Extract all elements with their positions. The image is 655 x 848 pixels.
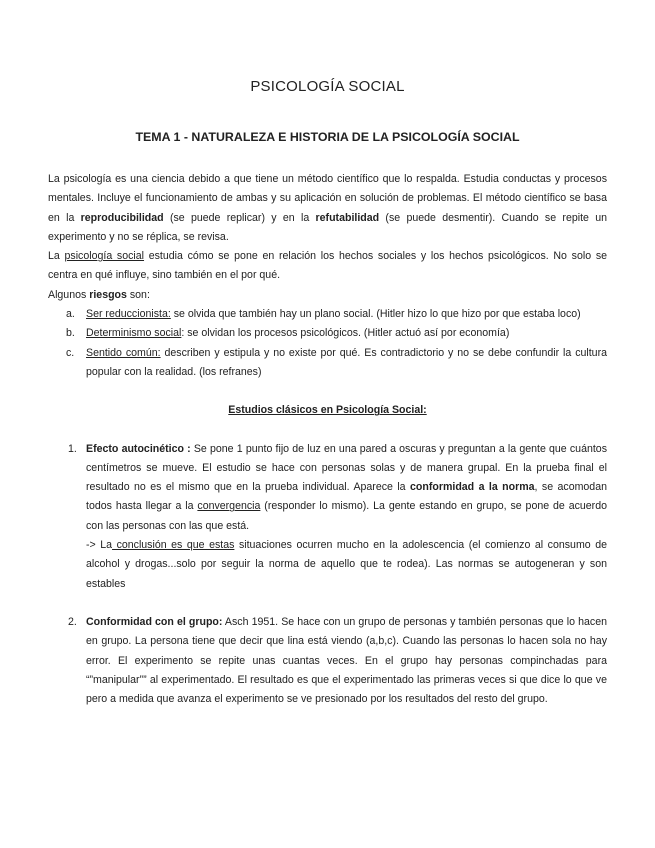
list-item	[48, 305, 607, 324]
list-item	[48, 440, 607, 594]
text-run: situaciones ocurren mucho en la adolescencia (el comienzo al consumo de alcohol y drogas...solo por seguir la norma de aquello que te rodea). Las normas se autogeneran y son estables	[86, 539, 607, 590]
text-run: estudia cómo se pone en relación los hechos sociales y los hechos psicológicos. No solo se centra en qué influye, sino también en el por qué.	[48, 250, 608, 282]
text-run: (se puede desmentir). Cuando se repite un experimento y no se réplica, se revisa.	[48, 211, 607, 243]
list-marker: 1.	[68, 442, 77, 455]
bold-term: reproducibilidad	[80, 211, 164, 224]
text-run: se olvida que también hay un plano social. (Hitler hizo lo que hizo por que estaba loco)	[170, 308, 581, 321]
list-item	[48, 613, 607, 709]
text-run: -> La	[86, 539, 113, 552]
underlined-term: Determinismo social	[86, 327, 182, 340]
text-run: Algunos	[48, 288, 90, 301]
bold-term: refutabilidad	[315, 211, 380, 224]
risks-list	[48, 305, 607, 382]
list-marker: b.	[66, 327, 75, 340]
text-run: describen y estipula y no existe por qué. Es contradictorio y no se debe confundir la cultura popular con la realidad. (los refranes)	[86, 346, 607, 378]
intro-paragraph-social	[48, 247, 607, 286]
studies-list	[48, 440, 607, 710]
intro-paragraph-method	[48, 170, 607, 247]
text-run: Asch 1951. Se hace con un grupo de personas y también personas que lo hacen en grupo. La persona tiene que decir que lina está viendo (a,b,c). Cuando las personas lo hacen sola no hay error. El experimento se repite unas cuantas veces. En el grupo hay personas compinchadas para “”manipular”” al experimentado. El resultado es que el experimentado las primeras veces si que dice lo que ve pero a medida que avanza el experimento se ve presionado por los resultados del resto del grupo.	[86, 615, 607, 706]
list-marker: 2.	[68, 615, 77, 628]
text-run: : se olvidan los procesos psicológicos. (Hitler actuó así por economía)	[181, 327, 510, 340]
underlined-term: convergencia	[197, 500, 261, 513]
underlined-term: conclusión es que estas	[112, 539, 235, 552]
list-item	[48, 324, 607, 343]
bold-term: Conformidad con el grupo:	[86, 615, 223, 628]
underlined-term: Sentido común:	[86, 346, 161, 359]
list-item	[48, 344, 607, 383]
document-body	[48, 170, 607, 728]
bold-term: riesgos	[89, 288, 127, 301]
text-run: (se puede replicar) y en la	[163, 211, 316, 224]
text-run: La	[48, 250, 65, 263]
document-title: PSICOLOGÍA SOCIAL	[250, 78, 405, 95]
intro-paragraph-risks	[48, 286, 607, 305]
bold-term: Efecto autocinético :	[86, 442, 191, 455]
list-marker: a.	[66, 308, 75, 321]
text-run: son:	[126, 288, 150, 301]
bold-term: conformidad a la norma	[410, 481, 535, 494]
text-run: Se pone 1 punto fijo de luz en una pared a oscuras y preguntan a la gente que cuántos centímetros se mueve. El estudio se hace con personas solas y de manera grupal. En la prueba final el resultado no es el mismo que en la prueba individual. Aparece la	[86, 442, 607, 494]
section-heading: Estudios clásicos en Psicología Social:	[228, 404, 427, 417]
text-run: (responder lo mismo). La gente estando en grupo, se pone de acuerdo con las personas con las que está.	[86, 500, 607, 532]
topic-heading: TEMA 1 - NATURALEZA E HISTORIA DE LA PSICOLOGÍA SOCIAL	[135, 130, 520, 144]
text-run: , se acomodan todos hasta llegar a la	[86, 481, 607, 513]
underlined-term: Ser reduccionista:	[86, 308, 171, 321]
underlined-term: psicología social	[64, 250, 145, 263]
list-marker: c.	[66, 346, 75, 359]
text-run: La psicología es una ciencia debido a que tiene un método científico que lo respalda. Estudia conductas y procesos mentales. Incluye el funcionamiento de ambas y su aplicación en solución de problemas. El método científico se basa en la	[48, 173, 607, 224]
